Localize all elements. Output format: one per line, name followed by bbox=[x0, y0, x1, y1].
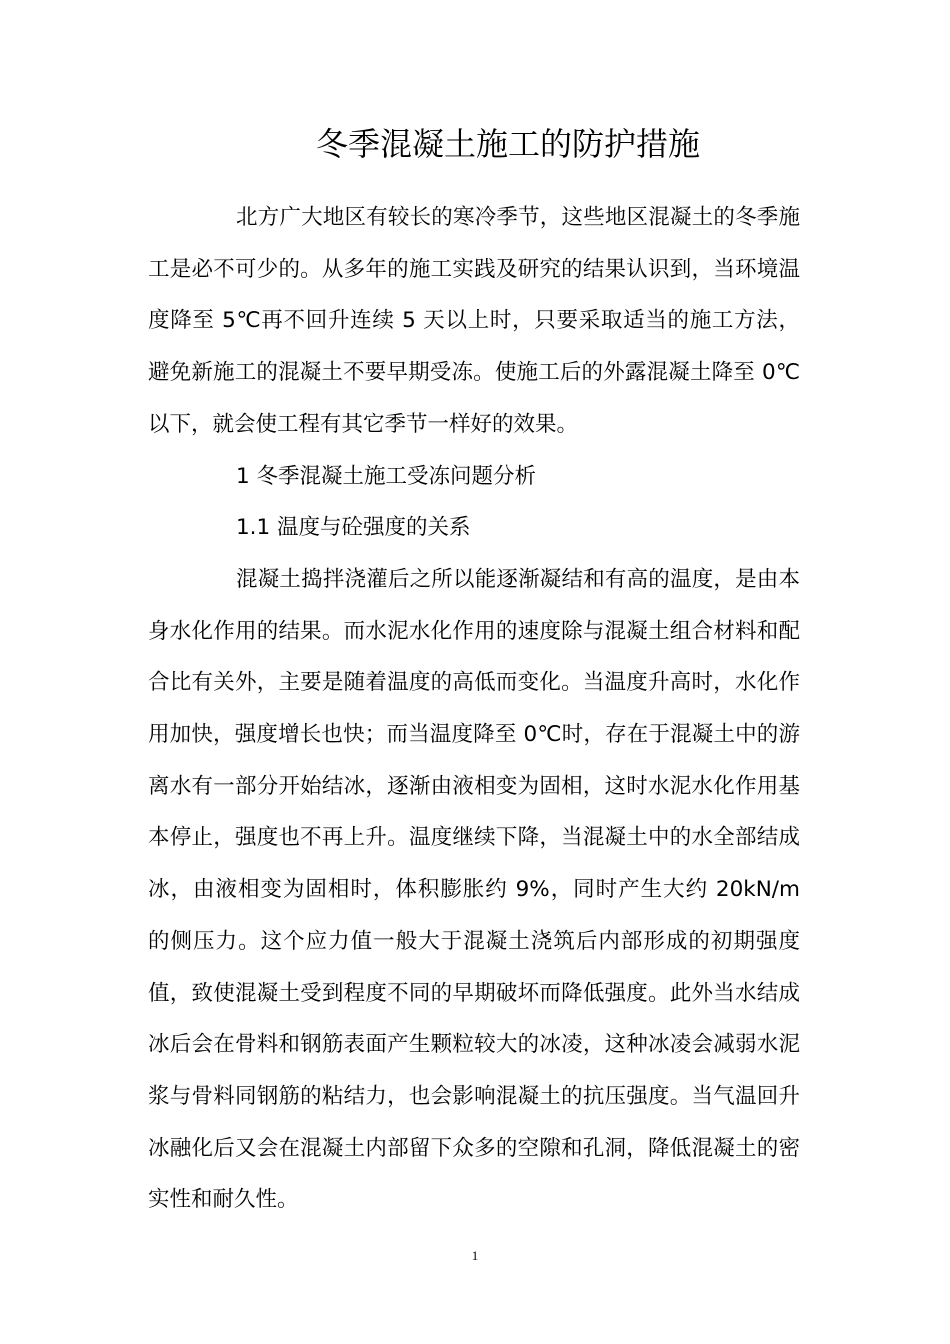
document-title: 冬季混凝土施工的防护措施 bbox=[315, 125, 700, 163]
page-number: 1 bbox=[471, 1248, 479, 1263]
section-heading: 1 冬季混凝土施工受冻问题分析 bbox=[236, 463, 537, 489]
document-body bbox=[148, 192, 800, 1226]
intro-paragraph: 北方广大地区有较长的寒冷季节，这些地区混凝土的冬季施工是必不可少的。从多年的施工实践及研究的结果认识到，当环境温度降至 5℃再不回升连续 5 天以上时，只要采取适当的施工方法，避免新施工的混凝土不要早期受冻。使施工后的外露混凝土降至 0℃以下，就会使工程有其它季节一样好的效果。 bbox=[148, 205, 800, 437]
subsection-heading: 1.1 温度与砼强度的关系 bbox=[236, 515, 471, 541]
body-paragraph: 混凝土捣拌浇灌后之所以能逐渐凝结和有高的温度，是由本身水化作用的结果。而水泥水化作用的速度除与混凝土组合材料和配合比有关外，主要是随着温度的高低而变化。当温度升高时，水化作用加快，强度增长也快；而当温度降至 0℃时，存在于混凝土中的游离水有一部分开始结冰，逐渐由液相变为固相，这时水泥水化作用基本停止，强度也不再上升。温度继续下降，当混凝土中的水全部结成冰，由液相变为固相时，体积膨胀约 9%，同时产生大约 20kN/m 的侧压力。这个应力值一般大于混凝土浇筑后内部形成的初期强度值，致使混凝土受到程度不同的早期破坏而降低强度。此外当水结成冰后会在骨料和钢筋表面产生颗粒较大的冰凌，这种冰凌会减弱水泥浆与骨料同钢筋的粘结力，也会影响混凝土的抗压强度。当气温回升冰融化后又会在混凝土内部留下众多的空隙和孔洞，降低混凝土的密实性和耐久性。 bbox=[148, 566, 800, 1213]
